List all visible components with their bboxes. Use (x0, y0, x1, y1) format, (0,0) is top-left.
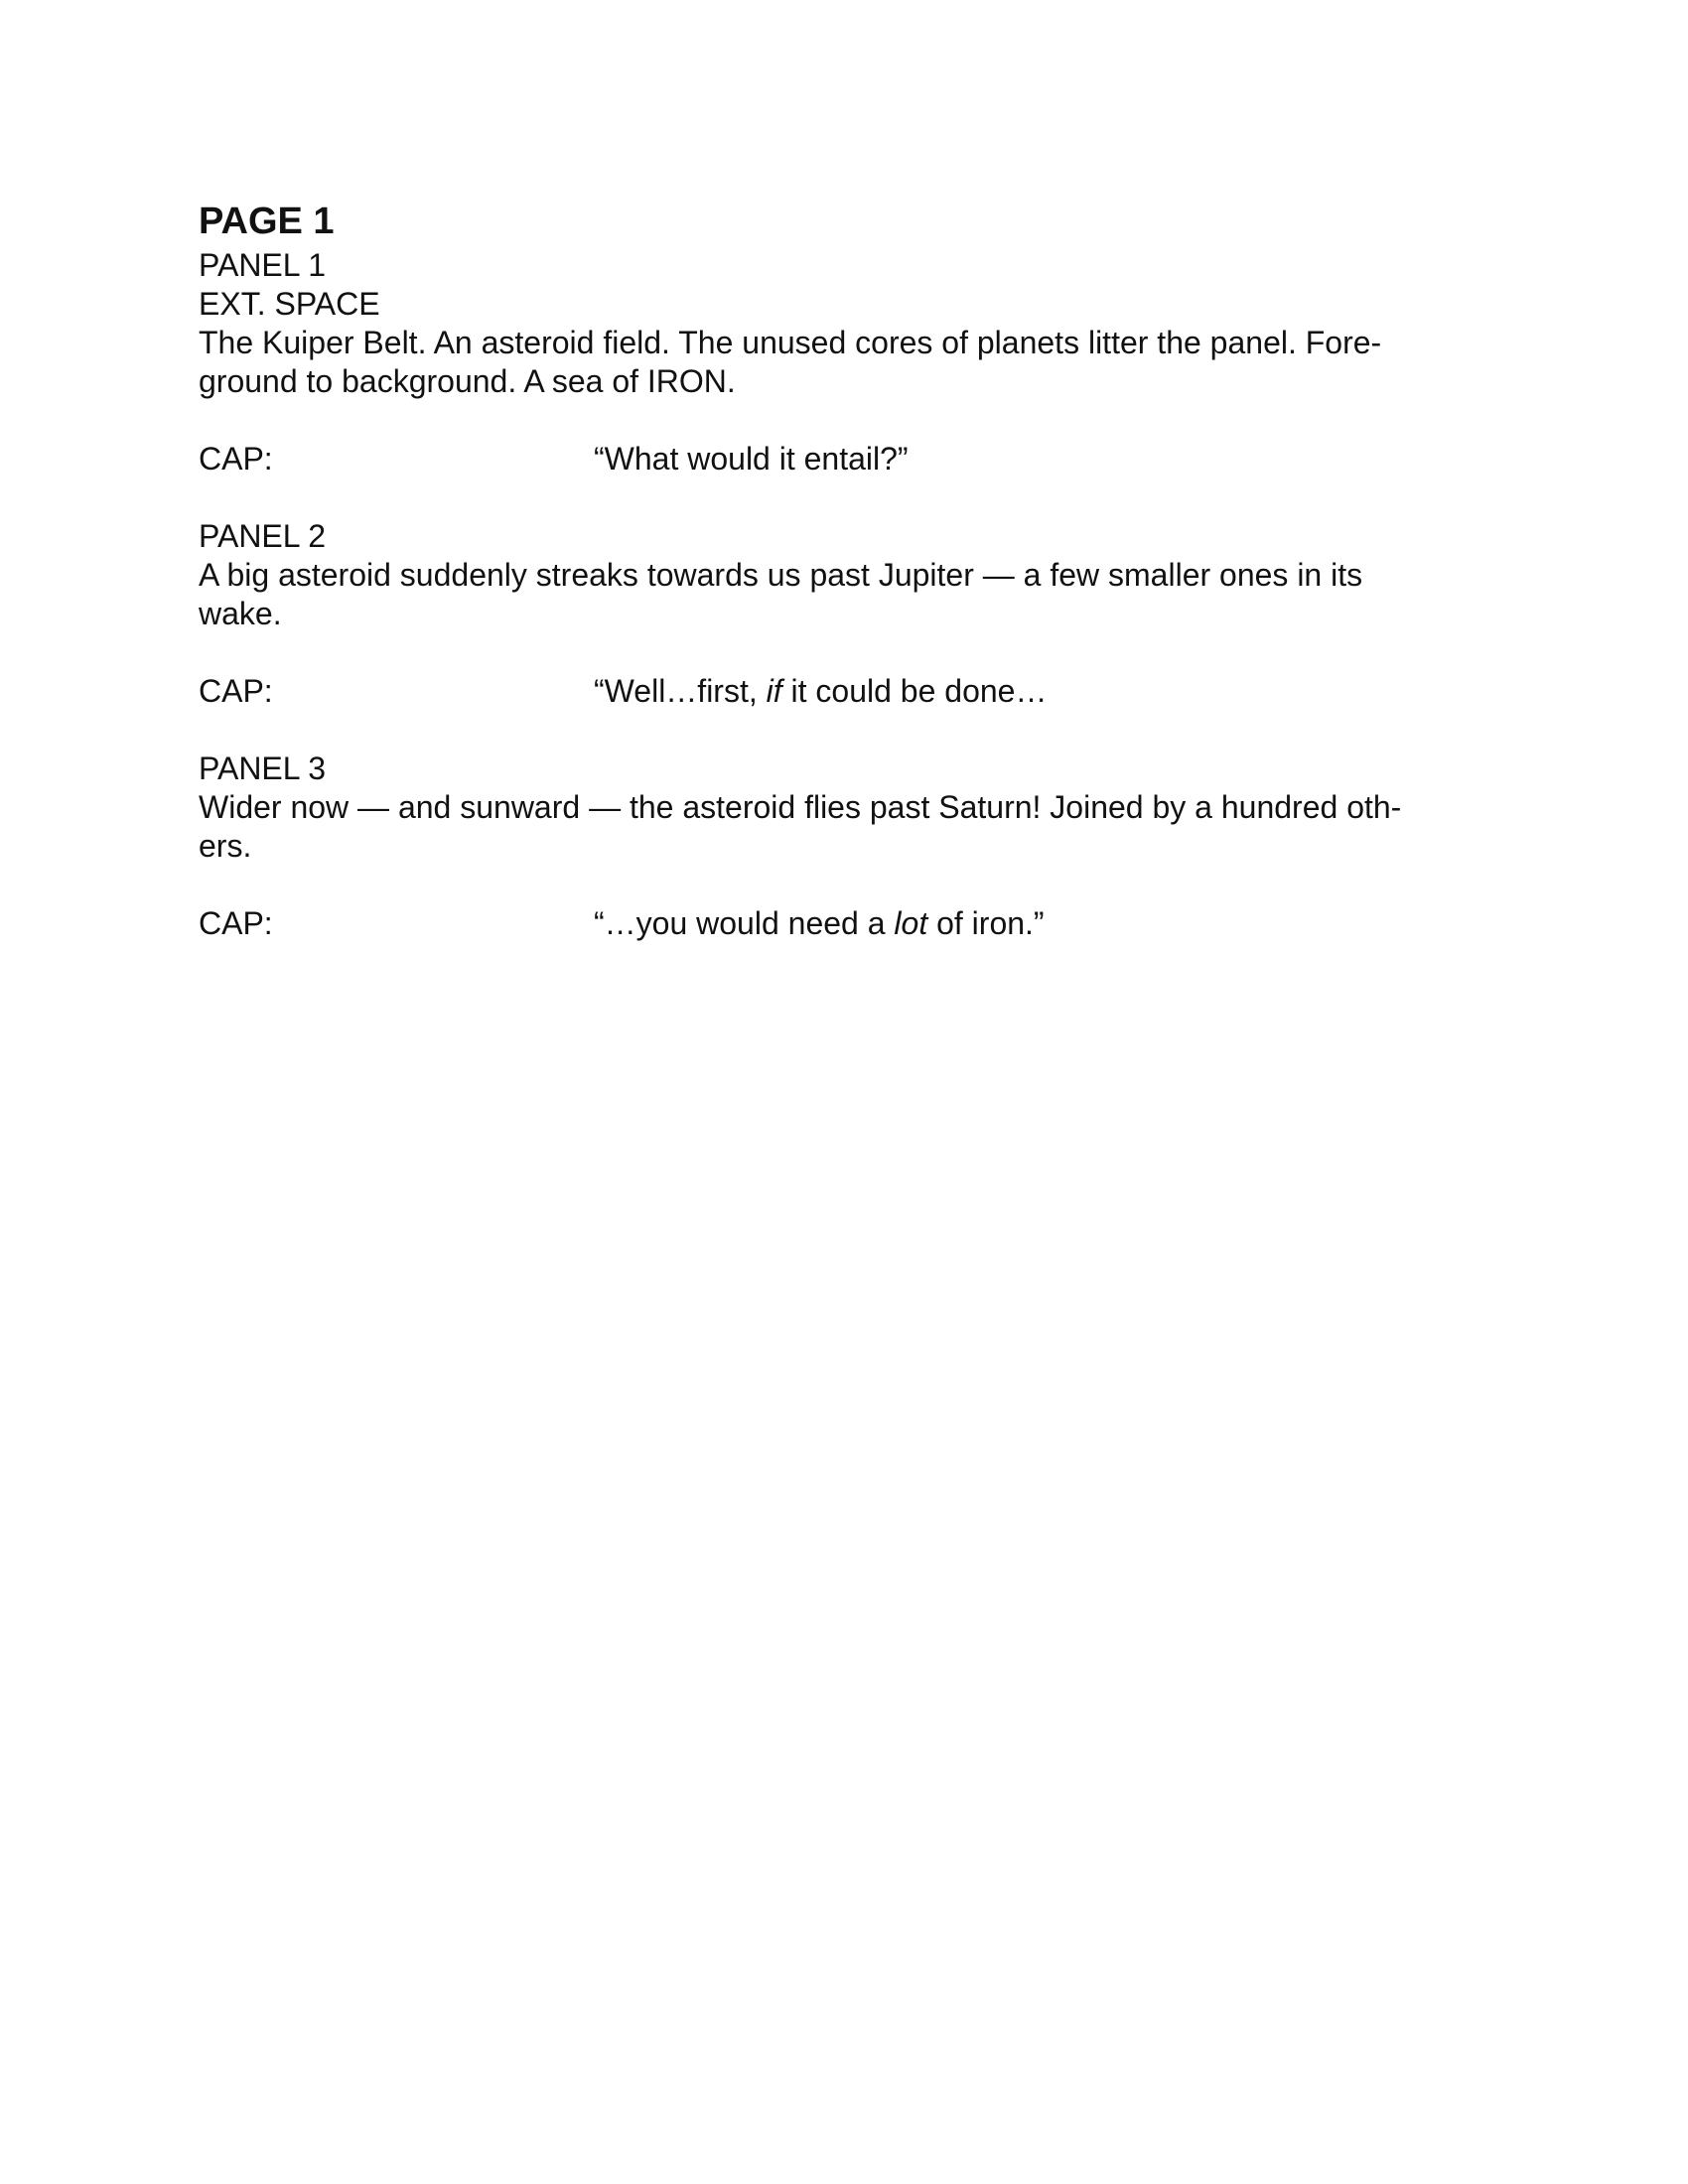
spacer (199, 711, 1470, 750)
panel-description-line: Wider now — and sunward — the asteroid flies past Saturn! Joined by a hundred oth- (199, 789, 1402, 825)
panel-2 (199, 517, 1470, 750)
caption-text-before: “…you would need a (594, 905, 895, 941)
caption-label: CAP: (199, 905, 273, 941)
caption-row (199, 672, 1470, 711)
spacer (199, 633, 1470, 672)
caption-label: CAP: (199, 673, 273, 709)
script-page (199, 197, 1470, 943)
caption-text-after: of iron.” (927, 905, 1045, 941)
panel-description-line: A big asteroid suddenly streaks towards us past Jupiter — a few smaller ones in its (199, 557, 1363, 593)
panel-description-line: ground to background. A sea of IRON. (199, 363, 736, 399)
panel-label: PANEL 2 (199, 518, 327, 554)
panel-label: PANEL 3 (199, 751, 327, 786)
spacer (199, 866, 1470, 904)
panel-description-line: wake. (199, 596, 282, 631)
spacer (199, 401, 1470, 440)
caption-row (199, 440, 1470, 478)
panel-description-line: The Kuiper Belt. An asteroid field. The unused cores of planets litter the panel. Fore- (199, 325, 1382, 360)
panel-label: PANEL 1 (199, 247, 327, 283)
caption-text (594, 672, 1047, 711)
caption-text (594, 440, 909, 478)
caption-text-after: it could be done… (781, 673, 1048, 709)
caption-text-before: “What would it entail?” (594, 441, 909, 477)
caption-label: CAP: (199, 441, 273, 477)
caption-text-emphasis: lot (894, 905, 928, 941)
panel-description-line: ers. (199, 828, 252, 864)
panel-1 (199, 246, 1470, 517)
caption-text-before: “Well…first, (594, 673, 767, 709)
caption-row (199, 904, 1470, 943)
panel-3 (199, 750, 1470, 943)
scene-setting: EXT. SPACE (199, 286, 380, 322)
page-heading: PAGE 1 (199, 201, 335, 242)
caption-text-emphasis: if (766, 673, 782, 709)
caption-text (594, 904, 1045, 943)
spacer (199, 478, 1470, 517)
